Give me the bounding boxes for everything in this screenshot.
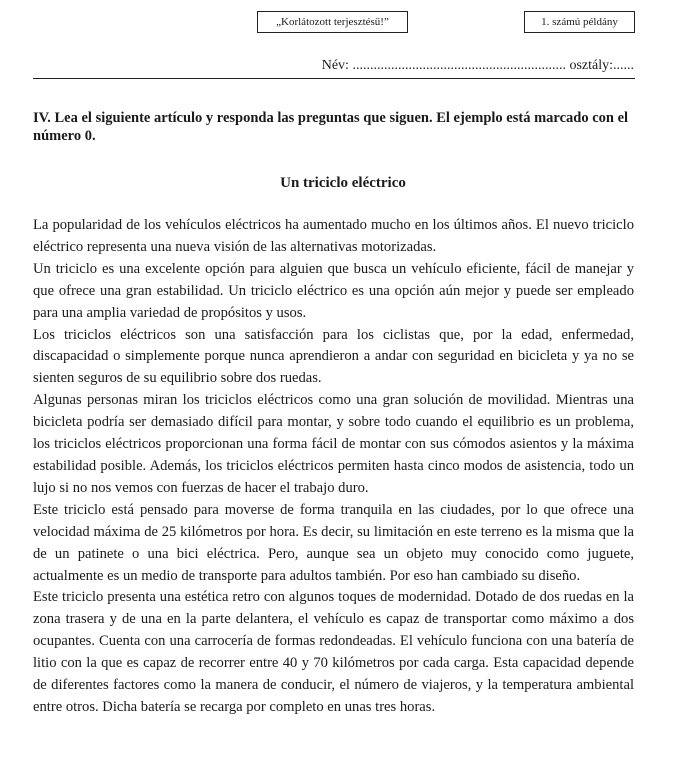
header-divider	[33, 78, 635, 79]
name-class-field: Név: ............................................................. osztály:......	[321, 58, 634, 73]
task-instructions: IV. Lea el siguiente artículo y responda las preguntas que siguen. El ejemplo está marcado con el número 0.	[33, 110, 629, 144]
article-paragraph: Este triciclo presenta una estética retro con algunos toques de modernidad. Dotado de dos ruedas en la zona trasera y de una en la parte delantera, el vehículo es capaz de transportar como máximo a dos ocupantes. Cuenta con una carrocería de formas redondeadas. El vehículo funciona con una batería de litio con la que es capaz de recorrer entre 40 y 70 kilómetros por cada carga. Esta capacidad depende de diferentes factores como la manera de conducir, el número de viajeros, y la temperatura ambiental entre otros. Dicha batería se recarga por completo en unas tres horas.	[33, 589, 634, 715]
article-paragraph: Los triciclos eléctricos son una satisfacción para los ciclistas que, por la edad, enfermedad, discapacidad o simplemente porque nunca aprendieron a andar con seguridad en bicicleta y ya no se sienten seguros de su equilibrio sobre dos ruedas.	[33, 326, 634, 387]
article-paragraph: Un triciclo es una excelente opción para alguien que busca un vehículo eficiente, fácil de manejar y que ofrece una gran estabilidad. Un triciclo eléctrico es una opción aún mejor y puede ser empleado para una amplia variedad de propósitos y usos.	[33, 260, 634, 321]
restricted-distribution-label: „Korlátozott terjesztésű!”	[257, 11, 408, 33]
article-title: Un triciclo eléctrico	[280, 175, 406, 191]
copy-number-label: 1. számú példány	[524, 11, 635, 33]
article-paragraph: Este triciclo está pensado para moverse de forma tranquila en las ciudades, por lo que ofrece una velocidad máxima de 25 kilómetros por hora. Es decir, su limitación en este terreno es la misma que la de un patinete o una bici eléctrica. Pero, aunque sea un objeto muy conocido como juguete, actualmente es un medio de transporte para adultos también. Por eso han cambiado su diseño.	[33, 501, 634, 584]
article-paragraph: Algunas personas miran los triciclos eléctricos como una gran solución de movilidad. Mientras una bicicleta podría ser demasiado difícil para montar, y sobre todo cuando el equilibrio es un problema, los triciclos eléctricos proporcionan una forma fácil de montar con sus cómodos asientos y la máxima estabilidad posible. Además, los triciclos eléctricos permiten hasta cinco modos de asistencia, todo un lujo si no nos vemos con fuerzas de hacer el trabajo duro.	[33, 392, 634, 496]
article-paragraph: La popularidad de los vehículos eléctricos ha aumentado mucho en los últimos años. El nuevo triciclo eléctrico representa una nueva visión de las alternativas motorizadas.	[33, 217, 634, 255]
article-body	[33, 215, 634, 719]
